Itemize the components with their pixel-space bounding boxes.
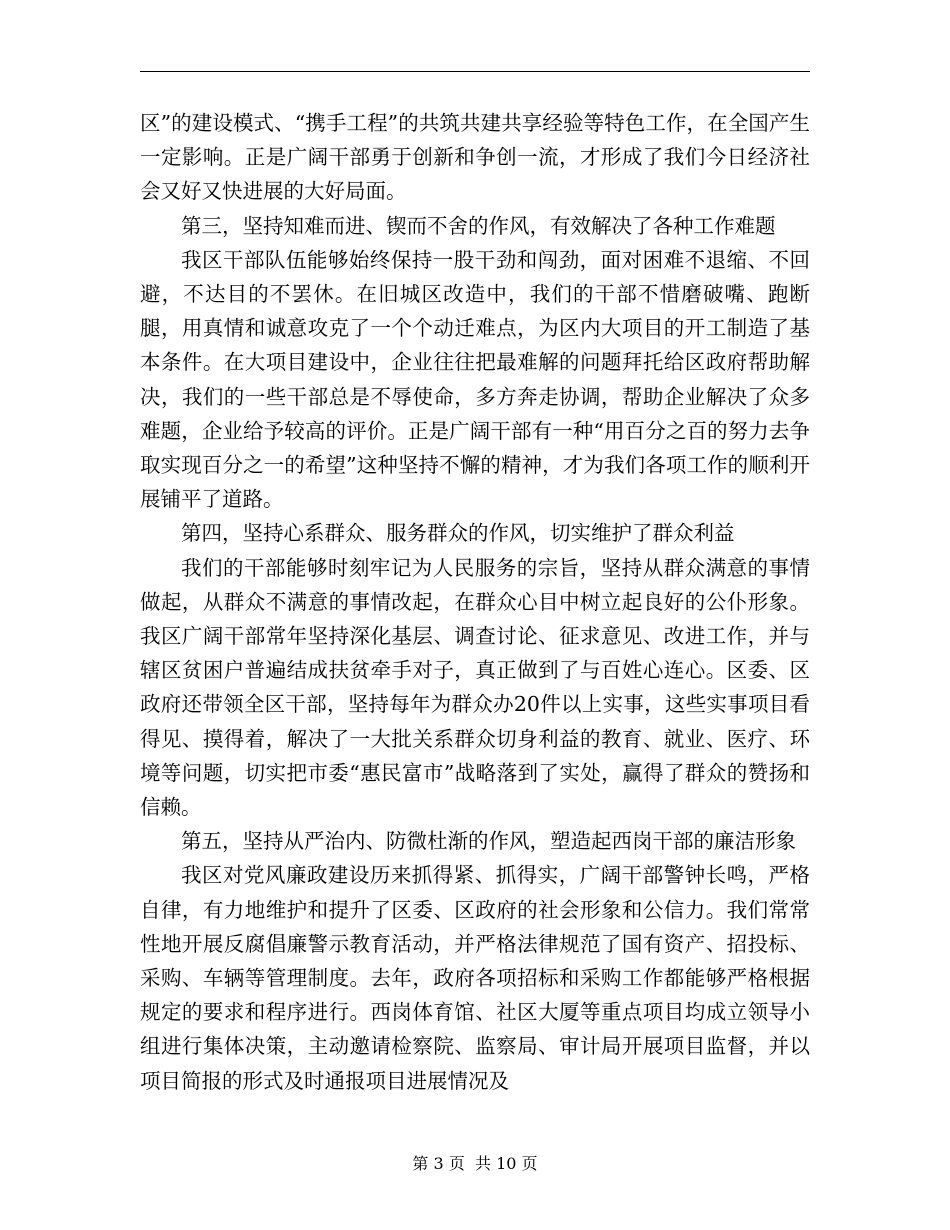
footer-suffix: 页 — [521, 1154, 538, 1173]
paragraph-body: 我区干部队伍能够始终保持一股干劲和闯劲，面对困难不退缩、不回避，不达目的不罢休。在旧城区改造中，我们的干部不惜磨破嘴、跑断腿，用真情和诚意攻克了一个个动迁难点，为区内大项目的开工制造了基本条件。在大项目建设中，企业往往把最难解的问题拜托给区政府帮助解决，我们的一些干部总是不辱使命，多方奔走协调，帮助企业解决了众多难题，企业给予较高的评价。正是广阔干部有一种“用百分之百的努力去争取实现百分之一的希望”这种坚持不懈的精神，才为我们各项工作的顺利开展铺平了道路。 — [140, 247, 810, 512]
paragraph-body: 我区对党风廉政建设历来抓得紧、抓得实，广阔干部警钟长鸣，严格自律，有力地维护和提升了区委、区政府的社会形象和公信力。我们常常性地开展反腐倡廉警示教育活动，并严格法律规范了国有资产、招投标、采购、车辆等管理制度。去年，政府各项招标和采购工作都能够严格根据规定的要求和程序进行。西岗体育馆、社区大厦等重点项目均成立领导小组进行集体决策，主动邀请检察院、监察局、审计局开展项目监督，并以项目简报的形式及时通报项目进展情况及 — [140, 863, 810, 1093]
paragraph-continuation: 区”的建设模式、“携手工程”的共筑共建共享经验等特色工作，在全国产生一定影响。正是广阔干部勇于创新和争创一流，才形成了我们今日经济社会又好又快进展的大好局面。 — [140, 111, 810, 204]
document-body — [140, 106, 810, 1098]
footer-prefix: 第 — [412, 1154, 429, 1173]
footer-current-page: 3 — [433, 1154, 444, 1173]
section-heading-fourth: 第四，坚持心系群众、服务群众的作风，切实维护了群众利益 — [181, 521, 735, 546]
paragraph-body: 我们的干部能够时刻牢记为人民服务的宗旨，坚持从群众满意的事情做起，从群众不满意的事情改起，在群众心目中树立起良好的公仆形象。我区广阔干部常年坚持深化基层、调查讨论、征求意见、改进工作，并与辖区贫困户普遍结成扶贫牵手对子，真正做到了与百姓心连心。区委、区政府还带领全区干部，坚持每年为群众办20件以上实事，这些实事项目看得见、摸得着，解决了一大批关系群众切身利益的教育、就业、医疗、环境等问题，切实把市委“惠民富市”战略落到了实处，赢得了群众的赞扬和信赖。 — [140, 555, 810, 820]
footer-total-pages: 10 — [496, 1154, 517, 1173]
header-rule — [140, 71, 810, 72]
section-heading-third: 第三，坚持知难而进、锲而不舍的作风，有效解决了各种工作难题 — [181, 213, 776, 238]
page-footer — [0, 1154, 950, 1174]
footer-mid: 页 共 — [448, 1154, 491, 1173]
section-heading-fifth: 第五，坚持从严治内、防微杜渐的作风，塑造起西岗干部的廉洁形象 — [181, 829, 796, 854]
